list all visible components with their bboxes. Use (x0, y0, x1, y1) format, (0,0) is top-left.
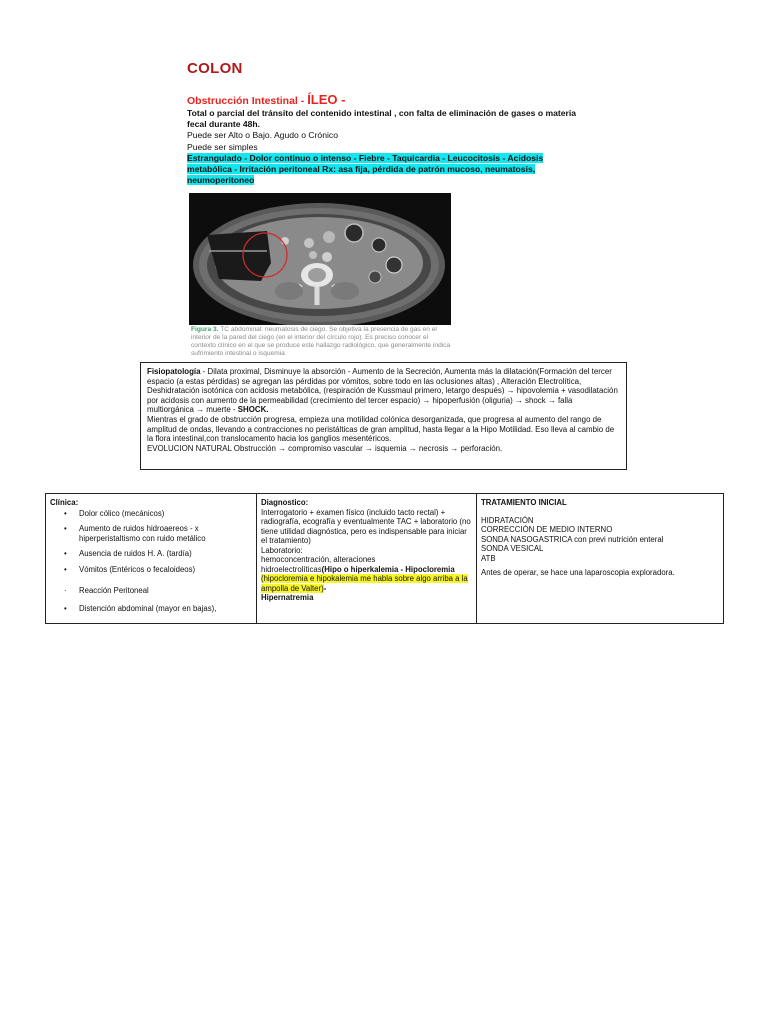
motility-paragraph: Mientras el grado de obstrucción progresa, empieza una motilidad colónica desorganizada, que progresa al aumento del rango de amplitud de ondas, llevando a contracciones no peristálticas de gran amplitud, hasta llegar a la Hipo Motilidad. Eso lleva al cambio de la flora intestinal,con translocamento hacia los ganglios mesentéricos. (147, 414, 615, 444)
figure-caption (191, 326, 453, 358)
list-item: • Vómitos (Entéricos o fecaloideos) (64, 564, 196, 574)
shock-label: SHOCK. (237, 405, 269, 415)
diagnostico-title: Diagnostico: (261, 498, 309, 507)
treatment-hydration: HIDRATACIÓN (481, 515, 534, 525)
strangulated-highlight: Estrangulado - Dolor continuo o intenso - Fiebre - Taquicardia - Leucocitosis - Acidosis metabólica - Irritación peritoneal Rx: asa fija, pérdida de patrón mucoso, neumatosis, neumoperitoneo (187, 152, 544, 186)
hemoconcentration-text: hemoconcentración, alteraciones (261, 555, 376, 564)
fisiopatologia-paragraph (147, 367, 620, 415)
summary-table (45, 493, 724, 624)
list-item: • Aumento de ruidos hidroaereos - x hiperperistaltismo con ruido metálico (64, 524, 206, 543)
tratamiento-title: TRATAMIENTO INICIAL (481, 498, 567, 507)
diagnostico-cell (257, 494, 477, 624)
clinica-list (50, 509, 252, 614)
ct-scan-image (189, 193, 451, 325)
treatment-ng-tube: SONDA NASOGASTRICA con previ nutrición enteral (481, 534, 664, 544)
laparoscopy-note: Antes de operar, se hace una laparoscopia exploradora. (481, 568, 675, 577)
figure-caption-text: TC abdominal: neumatosis de ciego. Se objetiva la presencia de gas en el interior de la pared del ciego (en el interior del círculo rojo). Es preciso conocer el contexto clínico en el que se produce este hallazgo radiológico, que generalmente indica sufrimiento intestinal o isquemia (191, 326, 451, 357)
intro-definition: Total o parcial del tránsito del contenido intestinal , con falta de eliminación de gases o materia fecal durante 48h. (187, 108, 577, 130)
list-item: • Distención abdominal (mayor en bajas), (64, 603, 217, 613)
fisiopatologia-box (140, 362, 627, 470)
fisiopatologia-label: Fisiopatología (147, 367, 201, 376)
fisiopatologia-text: - Dilata proximal, Disminuye la absorción - Aumento de la Secreción, Aumenta más la dilatación(Formación del tercer espacio (a estas pérdidas) se agregan las pérdidas por vómitos, sobre todo en las oclusiones altas) , Alteración Electrolítica, Deshidratación isotónica con acidosis metabólica, (respiración de Kussmaul primero, letargo después) → hipovolemia + vasodilatación por acidosis con aumento de la permeabilidad (crecimiento del tercer espacio) → hipoperfusión (oliguria) → shock → falla multiorgánica → muerte - (147, 367, 618, 415)
list-item: · Reacción Peritoneal (64, 586, 149, 595)
treatment-medium: CORRECCIÓN DE MEDIO INTERNO (481, 525, 613, 534)
section-subtitle (187, 92, 345, 107)
list-item: • Ausencia de ruidos H. A. (tardía) (64, 549, 192, 558)
diagnostico-methods: Interrogatorio + examen físico (incluido tacto rectal) + radiografía, ecografía y eventualmente TAC + laboratorio (no tiene utilidad diagnóstica, pero es indispensable para iniciar el tratamiento) (261, 507, 471, 545)
clinica-cell (46, 494, 257, 624)
clinica-title: Clínica: (50, 498, 79, 507)
intro-simple: Puede ser simples (187, 141, 258, 152)
page-title: COLON (187, 60, 243, 77)
tratamiento-cell (477, 494, 724, 624)
laboratorio-label: Laboratorio: (261, 545, 303, 555)
treatment-antibiotics: ATB (481, 553, 496, 563)
intro-types: Puede ser Alto o Bajo. Agudo o Crónico (187, 130, 338, 141)
electrolytes-text: hidroelectrolíticas(Hipo o hiperkalemia - Hipocloremia (261, 564, 455, 574)
natural-evolution: EVOLUCION NATURAL Obstrucción → compromiso vascular → isquemia → necrosis → perforación. (147, 443, 503, 453)
list-item: • Dolor cólico (mecánicos) (64, 508, 165, 518)
intro-strangulated (187, 153, 587, 187)
intro-text (187, 108, 587, 186)
treatment-bladder-catheter: SONDA VESICAL (481, 544, 544, 553)
hypernatremia-text: Hipernatremia (261, 593, 314, 602)
figure-label: Figura 3. (191, 326, 219, 333)
subtitle-ileo: ÍLEO - (307, 92, 346, 107)
hypochloremia-note: (hipocloremia e hipokalemia me habla sobre algo arriba a la ampolla de Valter)- (261, 574, 468, 593)
subtitle-prefix: Obstrucción Intestinal - (187, 95, 308, 107)
